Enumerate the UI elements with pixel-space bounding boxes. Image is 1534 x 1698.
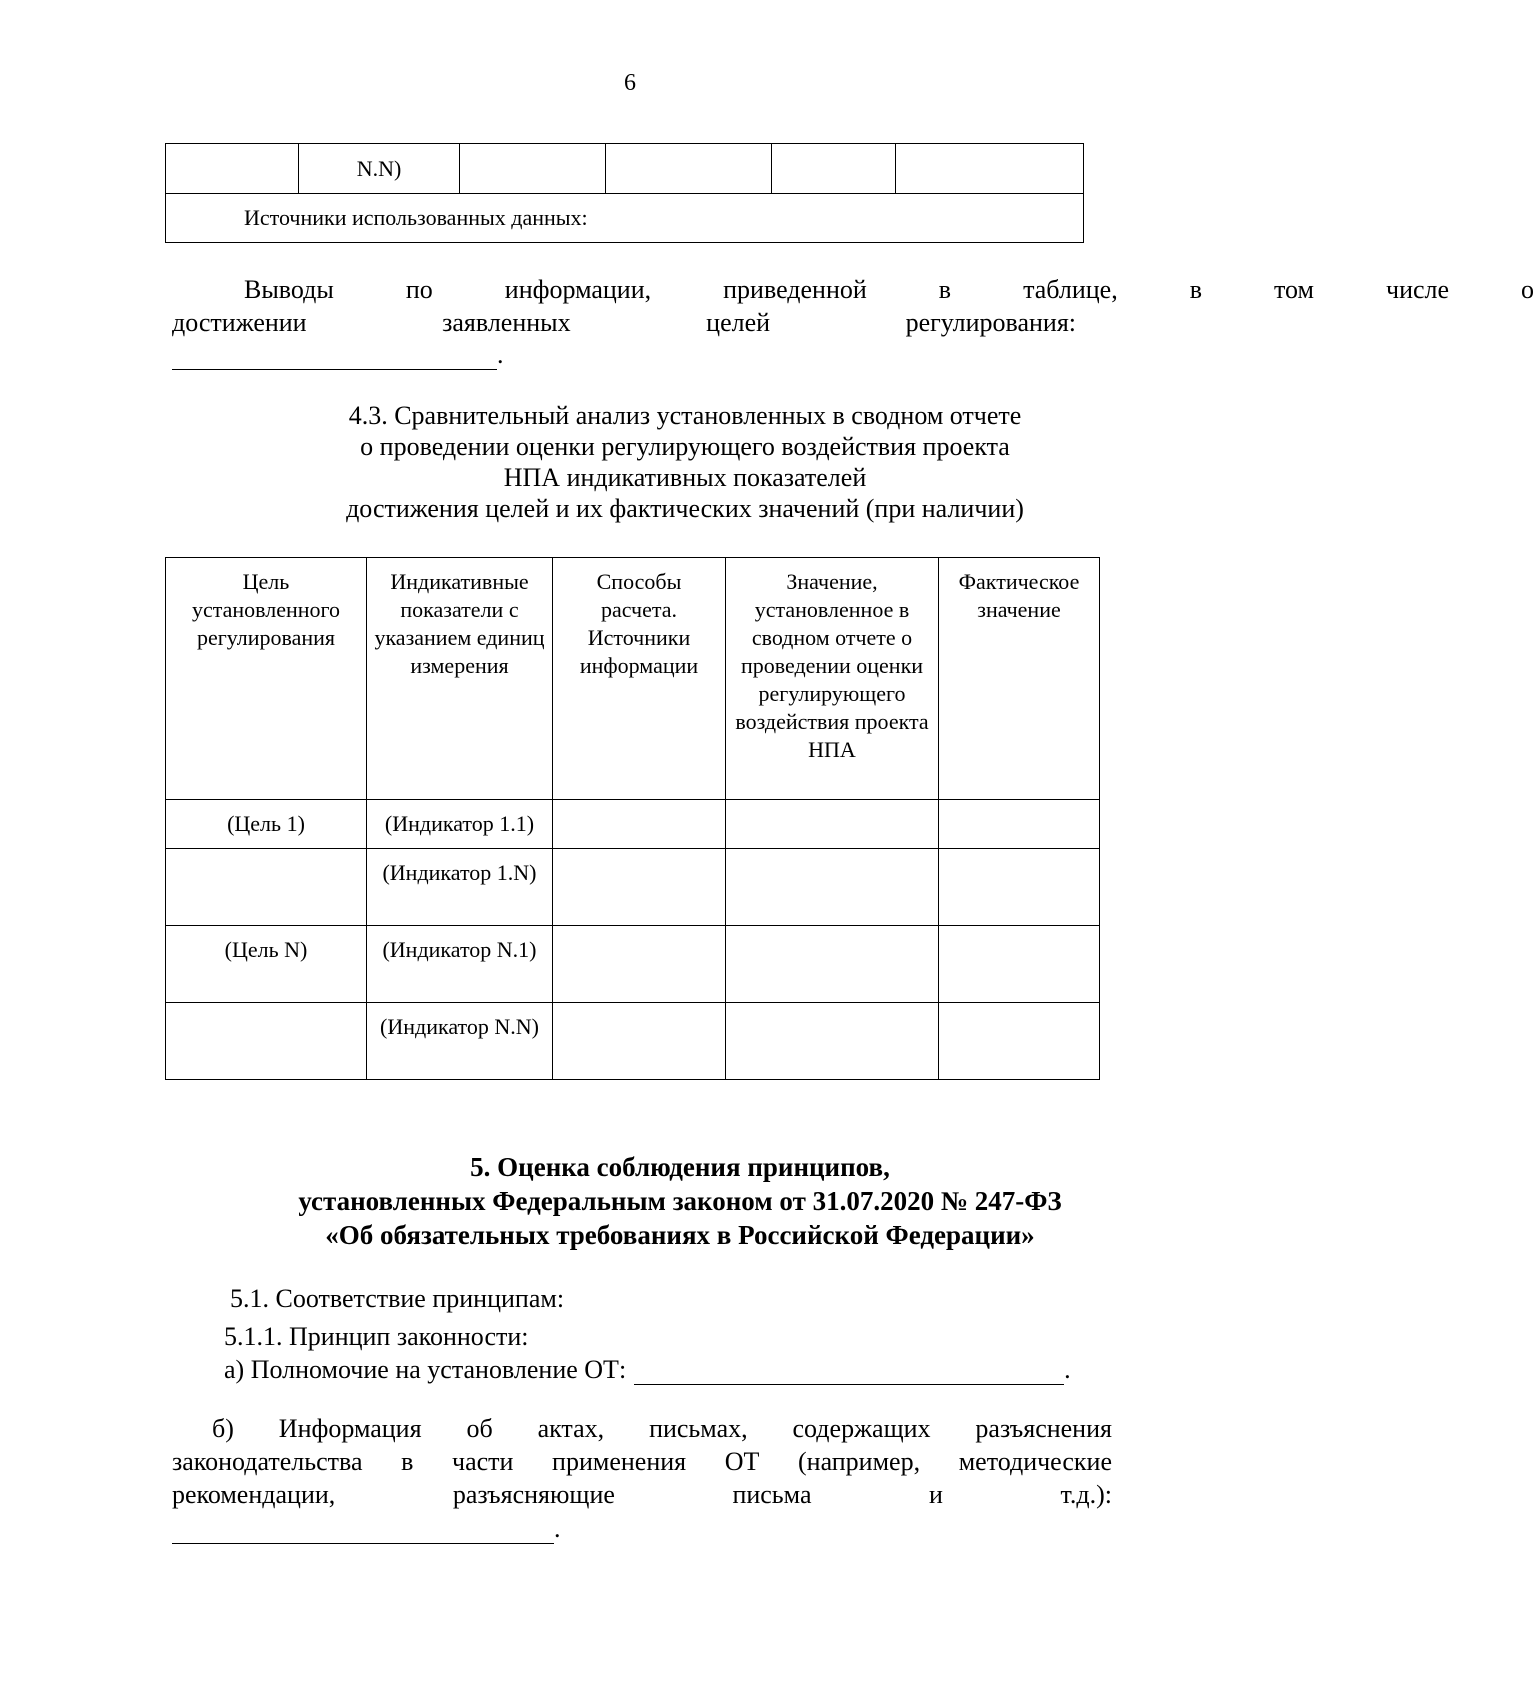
word: и bbox=[929, 1480, 943, 1509]
table-cell: (Цель N) bbox=[166, 926, 367, 1003]
section-4-3-title bbox=[230, 400, 1140, 524]
word: методические bbox=[958, 1447, 1112, 1476]
word: части bbox=[452, 1447, 514, 1476]
word: письма bbox=[732, 1480, 812, 1509]
table-cell bbox=[553, 800, 726, 849]
table-cell bbox=[772, 144, 896, 194]
table-row bbox=[166, 144, 1084, 194]
table-cell bbox=[460, 144, 606, 194]
word: в bbox=[938, 275, 952, 304]
conclusions-paragraph bbox=[172, 273, 1534, 339]
column-header: Индикативные показатели с указанием единиц измерения bbox=[367, 558, 553, 800]
table-cell bbox=[939, 800, 1100, 849]
table-cell bbox=[166, 144, 299, 194]
table-cell: (Индикатор 1.1) bbox=[367, 800, 553, 849]
column-header: Цель установленного регулирования bbox=[166, 558, 367, 800]
word: законодательства bbox=[172, 1447, 363, 1476]
word: достижении bbox=[172, 308, 307, 337]
period: . bbox=[554, 1514, 561, 1543]
text-line bbox=[172, 273, 1534, 306]
word: числе bbox=[1386, 275, 1450, 304]
table-cell bbox=[726, 849, 939, 926]
word: (например, bbox=[798, 1447, 921, 1476]
table-row bbox=[166, 194, 1084, 243]
title-line: 5. Оценка соблюдения принципов, bbox=[470, 1152, 890, 1182]
word: применения bbox=[552, 1447, 687, 1476]
text-line bbox=[172, 1478, 1112, 1511]
table-cell bbox=[553, 849, 726, 926]
table-cell: N.N) bbox=[299, 144, 460, 194]
table-cell bbox=[939, 849, 1100, 926]
title-line: «Об обязательных требованиях в Российской Федерации» bbox=[325, 1220, 1035, 1250]
blank-line bbox=[172, 340, 504, 370]
paragraph-5-1: 5.1. Соответствие принципам: bbox=[230, 1284, 565, 1313]
table-row bbox=[166, 800, 1100, 849]
word: рекомендации, bbox=[172, 1480, 336, 1509]
title-line: достижения целей и их фактических значений (при наличии) bbox=[346, 494, 1024, 523]
title-line: установленных Федеральным законом от 31.07.2020 № 247-ФЗ bbox=[298, 1186, 1062, 1216]
sources-label: Источники использованных данных: bbox=[166, 194, 1084, 243]
column-header: Фактическое значение bbox=[939, 558, 1100, 800]
table-cell bbox=[166, 1003, 367, 1080]
underline-blank bbox=[172, 341, 497, 370]
table-cell bbox=[896, 144, 1084, 194]
section-5-title bbox=[230, 1150, 1130, 1252]
table-cell: (Индикатор 1.N) bbox=[367, 849, 553, 926]
table-cell bbox=[166, 849, 367, 926]
word: том bbox=[1274, 275, 1314, 304]
word: Информация bbox=[278, 1414, 422, 1443]
blank-line bbox=[172, 1514, 561, 1544]
table-row bbox=[166, 849, 1100, 926]
table-header-row bbox=[166, 558, 1100, 800]
word: т.д.): bbox=[1060, 1480, 1112, 1509]
top-table bbox=[165, 143, 1084, 243]
paragraph-a bbox=[224, 1355, 1071, 1385]
paragraph-5-1-1: 5.1.1. Принцип законности: bbox=[224, 1322, 529, 1351]
column-header: Значение, установленное в сводном отчете о проведении оценки регулирующего воздействия проекта НПА bbox=[726, 558, 939, 800]
word: по bbox=[405, 275, 433, 304]
title-line: НПА индикативных показателей bbox=[503, 463, 867, 492]
table-cell bbox=[553, 926, 726, 1003]
title-line: о проведении оценки регулирующего воздействия проекта bbox=[360, 432, 1010, 461]
word: заявленных bbox=[442, 308, 571, 337]
period: . bbox=[497, 340, 504, 369]
underline-blank bbox=[172, 1515, 554, 1544]
word: б) bbox=[212, 1414, 234, 1443]
word: в bbox=[401, 1447, 414, 1476]
underline-blank bbox=[634, 1358, 1064, 1385]
word: о bbox=[1521, 275, 1534, 304]
table-cell bbox=[939, 926, 1100, 1003]
table-cell bbox=[553, 1003, 726, 1080]
column-header: Способы расчета. Источники информации bbox=[553, 558, 726, 800]
indicators-table bbox=[165, 557, 1100, 1080]
word: целей bbox=[706, 308, 771, 337]
period: . bbox=[1064, 1355, 1071, 1384]
paragraph-a-text: а) Полномочие на установление ОТ: bbox=[224, 1355, 627, 1384]
table-cell bbox=[726, 1003, 939, 1080]
title-line: 4.3. Сравнительный анализ установленных в сводном отчете bbox=[348, 401, 1022, 430]
text-line bbox=[172, 306, 1076, 339]
word: регулирования: bbox=[905, 308, 1076, 337]
word: в bbox=[1189, 275, 1203, 304]
table-cell: (Индикатор N.1) bbox=[367, 926, 553, 1003]
word: письмах, bbox=[649, 1414, 748, 1443]
word: об bbox=[466, 1414, 493, 1443]
paragraph-b bbox=[172, 1412, 1112, 1511]
table-cell bbox=[726, 800, 939, 849]
table-row bbox=[166, 926, 1100, 1003]
page-number: 6 bbox=[624, 70, 636, 96]
text-line bbox=[172, 1445, 1112, 1478]
word: разъясняющие bbox=[452, 1480, 615, 1509]
word: содержащих bbox=[792, 1414, 931, 1443]
table-cell: (Цель 1) bbox=[166, 800, 367, 849]
word: информации, bbox=[504, 275, 652, 304]
word: ОТ bbox=[724, 1447, 760, 1476]
text-line bbox=[172, 1412, 1112, 1445]
table-cell bbox=[939, 1003, 1100, 1080]
word: разъяснения bbox=[975, 1414, 1112, 1443]
table-cell bbox=[606, 144, 772, 194]
table-cell bbox=[726, 926, 939, 1003]
table-cell: (Индикатор N.N) bbox=[367, 1003, 553, 1080]
word: приведенной bbox=[723, 275, 867, 304]
word: актах, bbox=[537, 1414, 605, 1443]
table-row bbox=[166, 1003, 1100, 1080]
word: Выводы bbox=[244, 275, 334, 304]
word: таблице, bbox=[1023, 275, 1118, 304]
